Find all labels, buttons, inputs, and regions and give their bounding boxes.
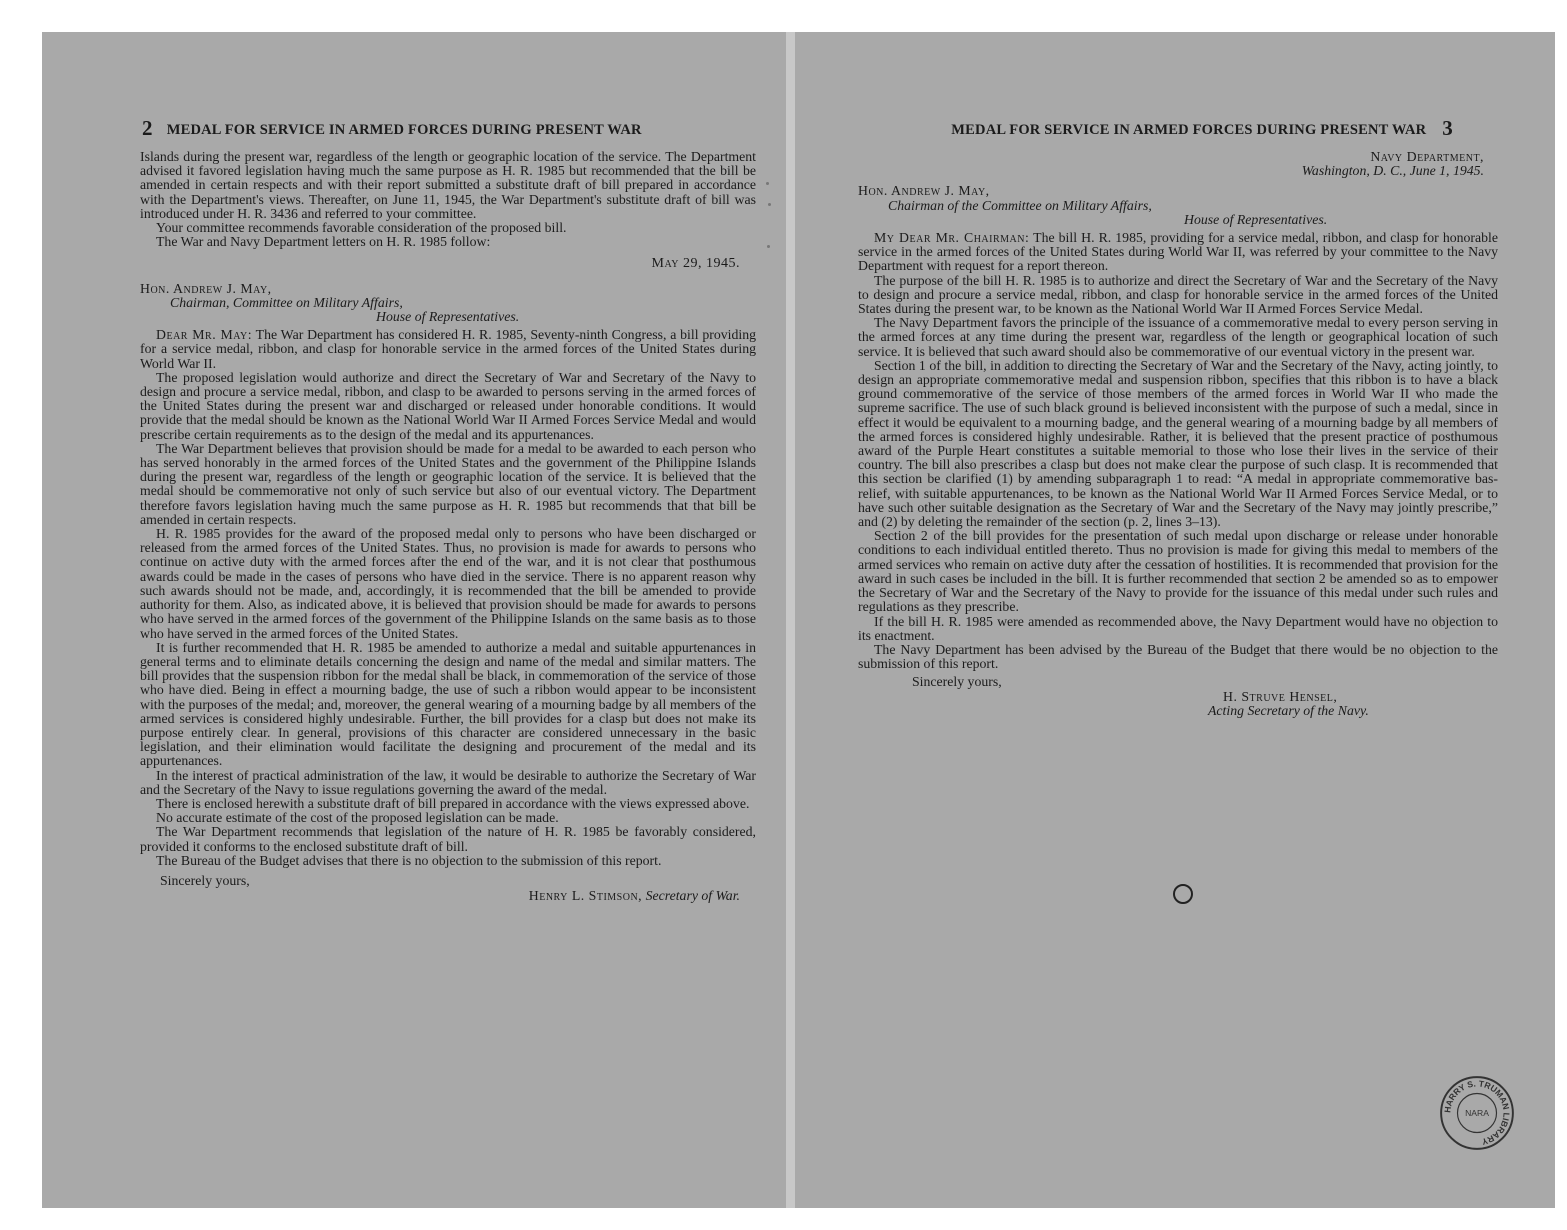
salutation: My Dear Mr. Chairman: bbox=[874, 230, 1030, 246]
addressee-house: House of Representatives. bbox=[376, 309, 520, 325]
letterhead bbox=[858, 150, 1498, 178]
letter-paragraph: The Navy Department favors the principle of the issuance of a commemorative medal to every person serving in the armed forces at any time during the present war, regardless of the length or geographical location of such service. It is believed that such award should also be commemorative of our eventual victory in the present war. bbox=[858, 315, 1498, 359]
left-page bbox=[42, 32, 786, 1208]
signer-title: Acting Secretary of the Navy. bbox=[1208, 702, 1369, 718]
running-head-title: MEDAL FOR SERVICE IN ARMED FORCES DURING PRESENT WAR bbox=[166, 122, 642, 138]
letter-paragraph: It is further recommended that H. R. 1985 be amended to authorize a medal and suitable appurtenances in general terms and to eliminate details concerning the design and name of the medal and similar matters. The bill provides that the suspension ribbon for the medal shall be black, in commemoration of the service of those who have died. Being in effect a mourning badge, the use of such a ribbon would appear to be inconsistent with the purposes of the medal; and, moreover, the general wearing of a mourning badge by all members of the armed services is considered highly undesirable. Further, the bill provides for a clasp but does not make its purpose entirely clear. In general, provisions of this character are considered unnecessary in the basic legislation, and their elimination would facilitate the designing and procurement of the medal and its appurtenances. bbox=[140, 639, 756, 769]
addressee-name: Hon. Andrew J. May, bbox=[140, 280, 272, 296]
right-page-body bbox=[858, 150, 1498, 718]
letter-paragraph: There is enclosed herewith a substitute draft of bill prepared in accordance with the views expressed above. bbox=[156, 795, 750, 811]
intro-paragraph: Islands during the present war, regardless of the length or geographic location of the service. The Department advised it favored legislation having much the same purpose as H. R. 1985 but recommended that the bill be amended in certain respects and with their report submitted a substitute draft of bill prepared in accordance with the Department's views. Thereafter, on June 11, 1945, the War Department's substitute draft of bill was introduced under H. R. 3436 and referred to your committee. bbox=[140, 149, 756, 221]
running-head-right bbox=[951, 116, 1453, 141]
letter-paragraph: The Navy Department has been advised by the Bureau of the Budget that there would be no objection to the submission of this report. bbox=[858, 641, 1498, 672]
right-page bbox=[795, 32, 1555, 1208]
signature-block bbox=[140, 874, 756, 903]
location-date: Washington, D. C., June 1, 1945. bbox=[1301, 163, 1484, 179]
page-gutter bbox=[786, 32, 795, 1208]
addressee-house: House of Representatives. bbox=[1184, 211, 1328, 227]
letter-paragraph: Section 1 of the bill, in addition to directing the Secretary of War and the Secretary of the Navy, acting jointly, to design an appropriate commemorative medal and suspension ribbon, specifies that this ribbon is to have a black ground commemorative of the service of those members of the armed forces in World War II who made the supreme sacrifice. The use of such black ground is believed inconsistent with the purpose of such a medal, since in effect it would be equivalent to a mourning badge, and the general wearing of a mourning badge by all members of the armed forces is considered highly undesirable. Rather, it is believed that the present practice of posthumous award of the Purple Heart constitutes a suitable memorial to those who lose their lives in the service of their country. The bill also prescribes a clasp but does not make clear the purpose of such clasp. It is recommended that this section be clarified (1) by amending subparagraph 1 to read: “A medal in appropriate commemorative bas-relief, with suitable appurtenances, to be known as the National World War II Armed Forces Service Medal, or to have such other suitable designation as the Secretary of War and the Secretary of the Navy may jointly prescribe,” and (2) by deleting the remainder of the section (p. 2, lines 3–13). bbox=[858, 357, 1498, 530]
signer: H. Struve Hensel, bbox=[1223, 688, 1338, 704]
intro-paragraph: The War and Navy Department letters on H. R. 1985 follow: bbox=[156, 234, 491, 250]
signer: Henry L. Stimson, Secretary of War. bbox=[528, 888, 740, 904]
department-name: Navy Department, bbox=[1370, 149, 1484, 164]
library-stamp bbox=[1438, 1074, 1516, 1152]
addressee-title: Chairman of the Committee on Military Affairs, bbox=[888, 197, 1152, 213]
page-number: 2 bbox=[142, 116, 153, 140]
letter-paragraph: Dear Mr. May: The War Department has considered H. R. 1985, Seventy-ninth Congress, a bill providing for a service medal, ribbon, and clasp for honorable service in the armed forces of the United States during World War II. bbox=[140, 327, 756, 371]
addressee-title: Chairman, Committee on Military Affairs, bbox=[170, 294, 403, 310]
running-head-left bbox=[142, 116, 642, 141]
left-page-body bbox=[140, 150, 756, 903]
running-head-title: MEDAL FOR SERVICE IN ARMED FORCES DURING PRESENT WAR bbox=[951, 122, 1427, 138]
page-number: 3 bbox=[1442, 116, 1453, 140]
letter-paragraph: The Bureau of the Budget advises that there is no objection to the submission of this report. bbox=[156, 852, 662, 868]
letter-paragraph: No accurate estimate of the cost of the proposed legislation can be made. bbox=[156, 810, 559, 826]
closing: Sincerely yours, bbox=[160, 872, 250, 888]
letter-paragraph: The War Department believes that provision should be made for a medal to be awarded to each person who has served honorably in the armed forces of the United States and the government of the Philippine Islands during the present war, regardless of the length or geographic location of the service. It is believed that the medal should be commemorative not only of such service but also of our eventual victory. The Department therefore favors legislation having much the same purpose as H. R. 1985 but recommends that that bill be amended in certain respects. bbox=[140, 440, 756, 527]
signer-title: Secretary of War. bbox=[645, 888, 740, 904]
addressee-name: Hon. Andrew J. May, bbox=[858, 183, 990, 199]
hole-punch-mark bbox=[1173, 884, 1193, 904]
letter-paragraph: The War Department recommends that legislation of the nature of H. R. 1985 be favorably considered, provided it conforms to the enclosed substitute draft of bill. bbox=[140, 824, 756, 854]
letter-paragraph: The purpose of the bill H. R. 1985 is to authorize and direct the Secretary of War and the Secretary of the Navy to design and procure a service medal, ribbon, and clasp for honorable service in the armed forces of the United States during the present war, to be known as the National World War II Armed Forces Service Medal. bbox=[858, 272, 1498, 317]
stamp-ring-text: HARRY S. TRUMAN LIBRARY bbox=[1442, 1078, 1512, 1148]
letter-paragraph: Section 2 of the bill provides for the presentation of such medal upon discharge or release under honorable conditions to each individual entitled thereto. Thus no provision is made for giving this medal to members of the armed services who remain on active duty after the cessation of hostilities. It is recommended that provision for the award in such cases be included in the bill. It is further recommended that section 2 be amended so as to empower the Secretary of War and the Secretary of the Navy to provide for the issuance of this medal under such rules and regulations as they prescribe. bbox=[858, 528, 1498, 615]
letter-date: May 29, 1945. bbox=[651, 256, 740, 272]
salutation: Dear Mr. May: bbox=[156, 327, 253, 343]
letter-paragraph: If the bill H. R. 1985 were amended as recommended above, the Navy Department would have no objection to its enactment. bbox=[858, 613, 1498, 643]
letter-paragraph: H. R. 1985 provides for the award of the proposed medal only to persons who have been discharged or released from the armed forces of the United States. Thus, no provision is made for awards to persons who continue on active duty with the armed forces after the end of the war, and it is not clear that posthumous awards could be made in the cases of persons who have died in the service. There is no apparent reason why such awards should not be made, and, accordingly, it is recommended that the bill be amended to provide authority for them. Also, as indicated above, it is believed that provision should be made for awards to persons who have served in the armed forces of the government of the Philippine Islands on the same basis as to those who have served in the armed forces of the United States. bbox=[140, 526, 756, 641]
letter-paragraph: My Dear Mr. Chairman: The bill H. R. 1985, providing for a service medal, ribbon, and clasp for honorable service in the armed forces of the United States during World War II, was referred by your committee to the Navy Department with request for a report thereon. bbox=[858, 230, 1498, 274]
intro-paragraph: Your committee recommends favorable consideration of the proposed bill. bbox=[156, 220, 567, 236]
letter-paragraph: The proposed legislation would authorize and direct the Secretary of War and Secretary of the Navy to design and procure a service medal, ribbon, and clasp to be awarded to persons serving in the armed forces of the United States during the present war and discharged or released under honorable conditions. It would provide that the medal should be known as the National World War II Armed Forces Service Medal and would prescribe certain requirements as to the design of the medal and its appurtenances. bbox=[140, 369, 756, 442]
stamp-center-text: NARA bbox=[1465, 1108, 1489, 1119]
letter-paragraph: In the interest of practical administration of the law, it would be desirable to authorize the Secretary of War and the Secretary of the Navy to issue regulations governing the award of the medal. bbox=[140, 767, 756, 797]
closing: Sincerely yours, bbox=[912, 674, 1002, 690]
signature-block bbox=[858, 675, 1498, 718]
